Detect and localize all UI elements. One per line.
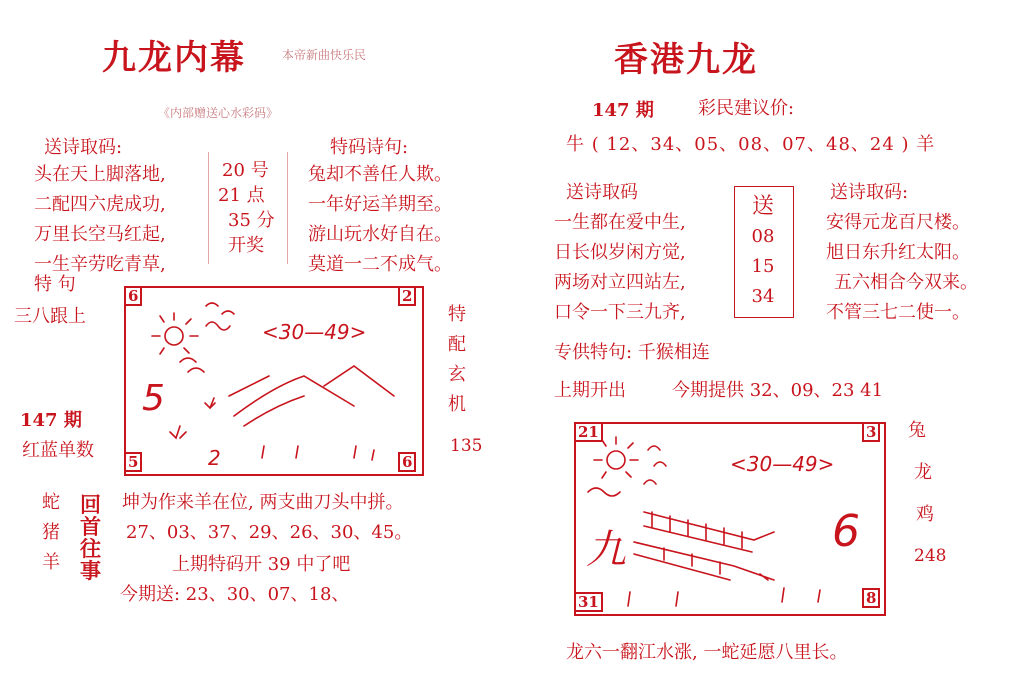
right-poem-label: 送诗取码 <box>566 182 638 203</box>
left-poem-label: 送诗取码: <box>44 137 123 158</box>
right-sketch-range: <30—49> <box>730 452 835 476</box>
right-poem2-label: 送诗取码: <box>830 182 909 203</box>
advice-label: 彩民建议价: <box>698 98 795 119</box>
draw-label: 开奖 <box>228 235 264 256</box>
zodiac-char: 蛇 <box>42 492 60 513</box>
right-poem <box>554 208 686 328</box>
right-poem2-line: 安得元龙百尺楼。 <box>826 212 970 233</box>
right-poem2-line: 旭日东升红太阳。 <box>826 242 970 263</box>
review-char: 回 <box>80 493 101 517</box>
tema-label: 特码诗句: <box>330 137 409 158</box>
left-zodiac <box>42 488 60 578</box>
tema-poem <box>308 160 452 280</box>
send-box-title: 送 <box>751 194 774 219</box>
last-label: 上期开出 <box>554 380 626 401</box>
right-zodiac-char: 龙 <box>914 462 932 483</box>
left-numbers: 27、03、37、29、26、30、45。 <box>126 522 413 543</box>
special-line: 专供特句: 千猴相连 <box>554 342 710 363</box>
zodiac-char: 猪 <box>42 522 60 543</box>
tepei-char: 配 <box>448 334 466 355</box>
draw-minute: 35 分 <box>228 210 275 231</box>
te-ju-label: 特 句 <box>34 274 76 295</box>
right-corner-br: 8 <box>862 588 880 608</box>
tepei-char: 特 <box>448 304 466 325</box>
tepei-char: 机 <box>448 394 466 415</box>
advice-line: 牛 ( 12、34、05、08、07、48、24 ) 羊 <box>566 134 936 155</box>
left-faint-header: 本帝新曲快乐民 <box>282 48 367 62</box>
left-issue: 147 期 <box>20 410 82 431</box>
tepei-column <box>448 300 466 420</box>
right-zodiac-char: 兔 <box>908 420 926 441</box>
right-bottom-verse: 龙六一翻江水涨, 一蛇延愿八里长。 <box>566 642 848 663</box>
provide-line: 今期提供 32、09、23 41 <box>672 380 884 401</box>
left-sketch-mark: 2 <box>208 446 221 470</box>
left-last-result: 上期特码开 39 中了吧 <box>172 554 351 575</box>
tema-line: 游山玩水好自在。 <box>308 224 452 245</box>
right-sketch-mark: 九 <box>586 527 626 573</box>
review-char: 往 <box>80 537 101 561</box>
send-box-num: 34 <box>751 286 775 307</box>
tema-line: 莫道一二不成气。 <box>308 254 452 275</box>
left-issue-sub: 红蓝单数 <box>22 440 94 461</box>
left-poem-line: 二配四六虎成功, <box>34 194 166 215</box>
left-poem-line: 头在天上脚落地, <box>34 164 166 185</box>
tema-line: 兔却不善任人欺。 <box>308 164 452 185</box>
right-poem-line: 一生都在爱中生, <box>554 212 686 233</box>
left-send: 今期送: 23、30、07、18、 <box>120 584 350 605</box>
draw-hour: 21 点 <box>218 185 265 206</box>
zodiac-char: 羊 <box>42 552 60 573</box>
review-char: 首 <box>80 515 101 539</box>
te-ju-text: 三八跟上 <box>14 306 86 327</box>
left-corner-tr: 2 <box>398 286 416 306</box>
left-corner-br: 6 <box>398 452 416 472</box>
left-sketch-doodle <box>124 286 420 472</box>
right-poem-line: 日长似岁闲方觉, <box>554 242 686 263</box>
right-zodiac-num: 248 <box>914 546 947 566</box>
left-verse: 坤为作来羊在位, 两支曲刀头中拼。 <box>122 492 404 513</box>
send-box-num: 08 <box>751 226 775 247</box>
right-sketch-mark: 6 <box>832 506 860 557</box>
left-poem-line: 一生辛劳吃青草, <box>34 254 166 275</box>
right-corner-bl: 31 <box>574 592 603 612</box>
send-box-num: 15 <box>751 256 775 277</box>
right-poem2-line: 五六相合今双来。 <box>834 272 978 293</box>
left-corner-bl: 5 <box>124 452 142 472</box>
right-poem-line: 两场对立四站左, <box>554 272 686 293</box>
left-poem <box>34 160 166 280</box>
left-sketch-range: <30—49> <box>262 320 367 344</box>
send-box-content <box>734 192 792 312</box>
draw-day: 20 号 <box>222 160 269 181</box>
right-poem2 <box>826 208 978 328</box>
left-sketch-mark: 5 <box>142 378 165 419</box>
left-corner-tl: 6 <box>124 286 142 306</box>
left-poem-line: 万里长空马红起, <box>34 224 166 245</box>
right-sketch-doodle <box>574 422 882 612</box>
right-zodiac-char: 鸡 <box>916 504 934 525</box>
left-title: 九龙内幕 <box>102 38 246 78</box>
review-char: 事 <box>80 559 101 583</box>
right-issue: 147 期 <box>592 100 654 121</box>
right-poem2-line: 不管三七二使一。 <box>826 302 970 323</box>
tema-line: 一年好运羊期至。 <box>308 194 452 215</box>
right-poem-line: 口令一下三九齐, <box>554 302 686 323</box>
right-corner-tr: 3 <box>862 422 880 442</box>
left-faint-sub: 《内部赠送心水彩码》 <box>158 106 279 120</box>
left-draw-time <box>218 158 275 258</box>
review-column <box>80 494 101 582</box>
tepei-num: 135 <box>450 436 483 456</box>
tepei-char: 玄 <box>448 364 466 385</box>
right-corner-tl: 21 <box>574 422 603 442</box>
right-title: 香港九龙 <box>614 40 758 80</box>
